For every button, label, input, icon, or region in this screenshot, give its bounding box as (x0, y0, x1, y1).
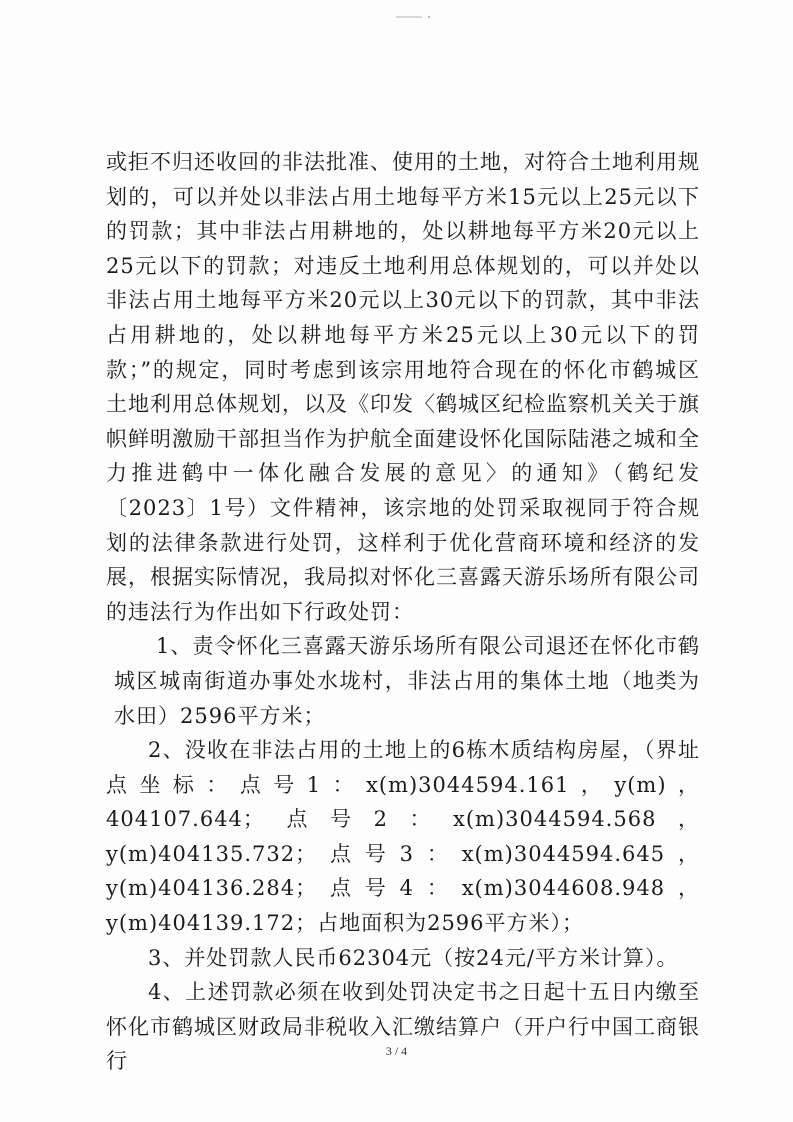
scan-artifact-dot (428, 16, 430, 18)
paragraph-item-3: 3、并处罚款人民币62304元（按24元/平方米计算）。 (148, 945, 679, 970)
page-number: 3 / 4 (385, 1044, 408, 1058)
paragraph-item-4: 4、上述罚款必须在收到处罚决定书之日起十五日内缴至怀化市鹤城区财政局非税收入汇缴结算户（开户行中国工商银行 (106, 980, 700, 1074)
document-body (106, 145, 700, 1079)
paragraph-item-1: 1、责令怀化三喜露天游乐场所有限公司退还在怀化市鹤城区城南街道办事处水垅村，非法占用的集体土地（地类为水田）2596平方米； (114, 634, 700, 728)
paragraph-item-2: 2、没收在非法占用的土地上的6栋木质结构房屋，（界址点坐标：点号1：x(m)3044594.161，y(m)，404107.644；点号2：x(m)3044594.568，y(m)404135.732；点号3：x(m)3044594.645，y(m)404136.284；点号4：x(m)3044608.948，y(m)404139.172；占地面积为2596平方米）； (106, 738, 700, 936)
scan-artifact (396, 16, 422, 18)
paragraph-penalty-basis: 或拒不归还收回的非法批准、使用的土地，对符合土地利用规划的，可以并处以非法占用土地每平方米15元以上25元以下的罚款；其中非法占用耕地的，处以耕地每平方米20元以上25元以下的罚款；对违反土地利用总体规划的，可以并处以非法占用土地每平方米20元以上30元以下的罚款，其中非法占用耕地的，处以耕地每平方米25元以上30元以下的罚款；”的规定，同时考虑到该宗用地符合现在的怀化市鹤城区土地利用总体规划，以及《印发〈鹤城区纪检监察机关关于旗帜鲜明激励干部担当作为护航全面建设怀化国际陆港之城和全力推进鹤中一体化融合发展的意见〉的通知》（鹤纪发〔2023〕1号）文件精神，该宗地的处罚采取视同于符合规划的法律条款进行处罚，这样利于优化营商环境和经济的发展，根据实际情况，我局拟对怀化三喜露天游乐场所有限公司的违法行为作出如下行政处罚： (106, 150, 700, 624)
